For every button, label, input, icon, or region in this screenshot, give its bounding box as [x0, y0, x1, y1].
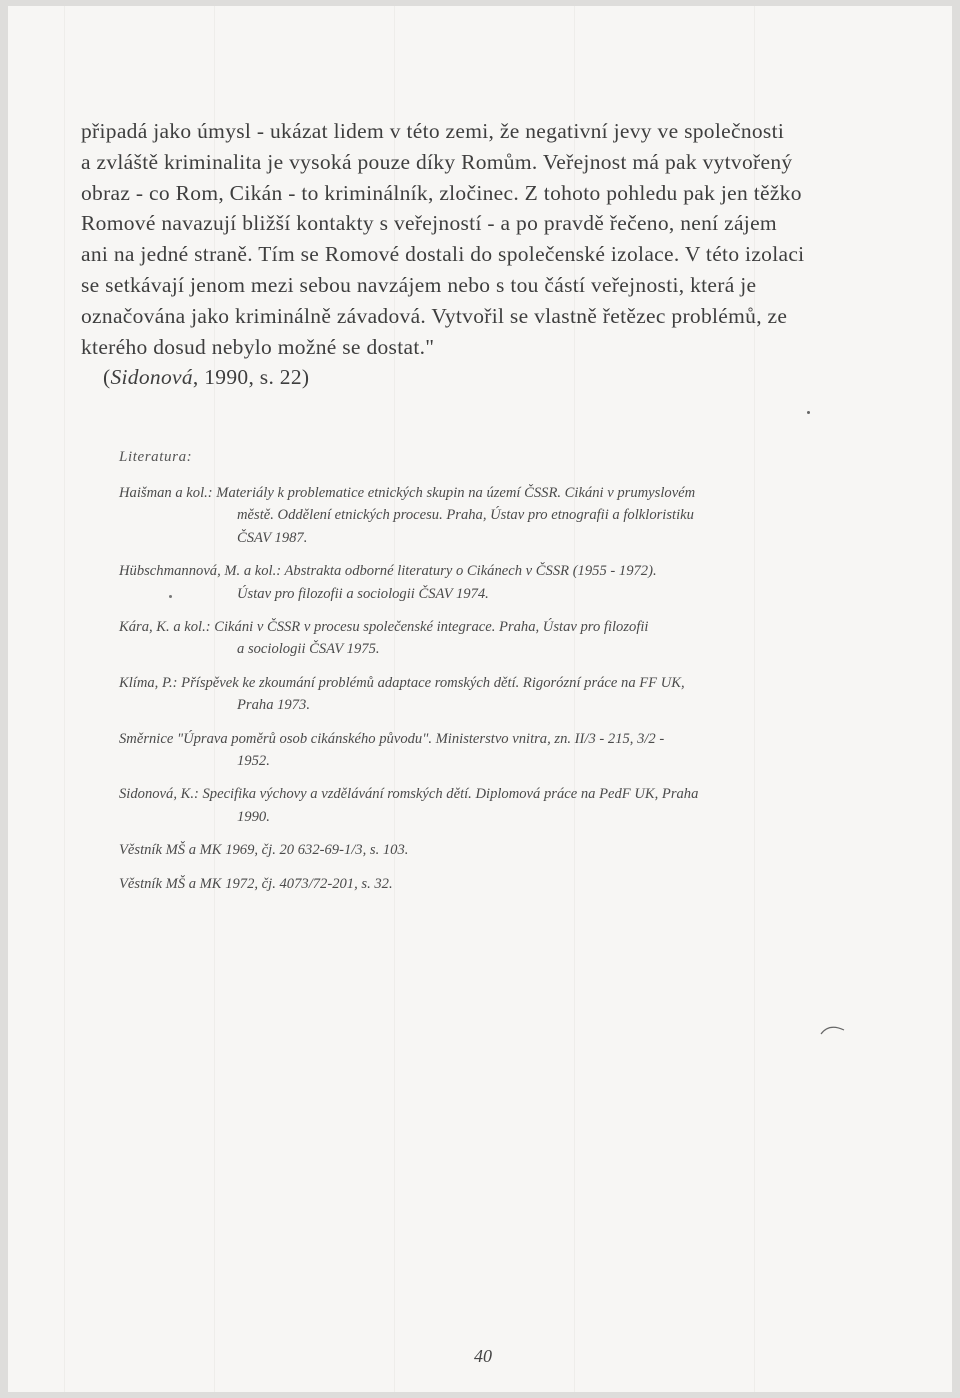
speck — [807, 411, 810, 414]
reference-line: Věstník MŠ a MK 1969, čj. 20 632-69-1/3, s. 103. — [119, 842, 409, 859]
citation-author: Sidonová — [110, 365, 193, 390]
citation-rest: , 1990, s. 22) — [192, 365, 310, 390]
citation: (Sidonová, 1990, s. 22) — [103, 365, 310, 390]
body-line: kterého dosud nebylo možné se dostat." — [81, 334, 435, 359]
reference-line: Klíma, P.: Příspěvek ke zkoumání problémů adaptace romských dětí. Rigorózní práce na FF UK, — [119, 674, 685, 691]
body-line: Romové navazují bližší kontakty s veřejností - a po pravdě řečeno, není zájem — [81, 211, 777, 236]
reference-entry — [119, 783, 899, 828]
reference-entry — [119, 728, 899, 773]
reference-line: Směrnice "Úprava poměrů osob cikánského původu". Ministerstvo vnitra, zn. II/3 - 215, 3/2 - — [119, 730, 665, 747]
bleed-through-line — [64, 6, 65, 1392]
body-line: se setkávají jenom mezi sebou navzájem nebo s tou částí veřejnosti, která je — [81, 272, 757, 297]
reference-entry — [119, 672, 899, 717]
reference-line: Praha 1973. — [237, 697, 310, 714]
reference-list — [119, 482, 899, 906]
literature-heading: Literatura: — [119, 449, 193, 465]
reference-entry — [119, 616, 899, 661]
page-number: 40 — [474, 1346, 492, 1366]
body-line: a zvláště kriminalita je vysoká pouze díky Romům. Veřejnost má pak vytvořený — [81, 149, 793, 174]
reference-line: Haišman a kol.: Materiály k problematice etnických skupin na území ČSSR. Cikáni v prumyslovém — [119, 485, 696, 501]
reference-entry — [119, 839, 899, 861]
reference-entry — [119, 873, 899, 895]
reference-line: Věstník MŠ a MK 1972, čj. 4073/72-201, s. 32. — [119, 875, 393, 892]
reference-entry — [119, 560, 899, 605]
reference-line: 1990. — [237, 808, 270, 825]
reference-line: a sociologii ČSAV 1975. — [237, 641, 380, 658]
reference-line: 1952. — [237, 753, 270, 770]
body-line: obraz - co Rom, Cikán - to kriminálník, zločinec. Z tohoto pohledu pak jen těžko — [81, 180, 802, 205]
reference-line: městě. Oddělení etnických procesu. Praha, Ústav pro etnografii a folkloristiku — [237, 507, 694, 524]
body-line: ani na jedné straně. Tím se Romové dostali do společenské izolace. V této izolaci — [81, 242, 805, 267]
body-line: připadá jako úmysl - ukázat lidem v této zemi, že negativní jevy ve společnosti — [81, 119, 785, 143]
reference-line: ČSAV 1987. — [237, 529, 308, 546]
document-page — [8, 6, 952, 1392]
reference-line: Hübschmannová, M. a kol.: Abstrakta odborné literatury o Cikánech v ČSSR (1955 - 1972). — [119, 563, 657, 580]
reference-line: Ústav pro filozofii a sociologii ČSAV 1974. — [237, 585, 489, 602]
reference-line: Kára, K. a kol.: Cikáni v ČSSR v procesu společenské integrace. Praha, Ústav pro filozofii — [119, 619, 649, 636]
body-paragraph — [81, 116, 896, 393]
pen-mark — [820, 1022, 846, 1036]
reference-line: Sidonová, K.: Specifika výchovy a vzdělávání romských dětí. Diplomová práce na PedF UK, Praha — [119, 786, 699, 803]
reference-entry — [119, 482, 899, 549]
speck — [169, 595, 172, 598]
body-line: označována jako kriminálně závadová. Vytvořil se vlastně řetězec problémů, ze — [81, 303, 788, 328]
